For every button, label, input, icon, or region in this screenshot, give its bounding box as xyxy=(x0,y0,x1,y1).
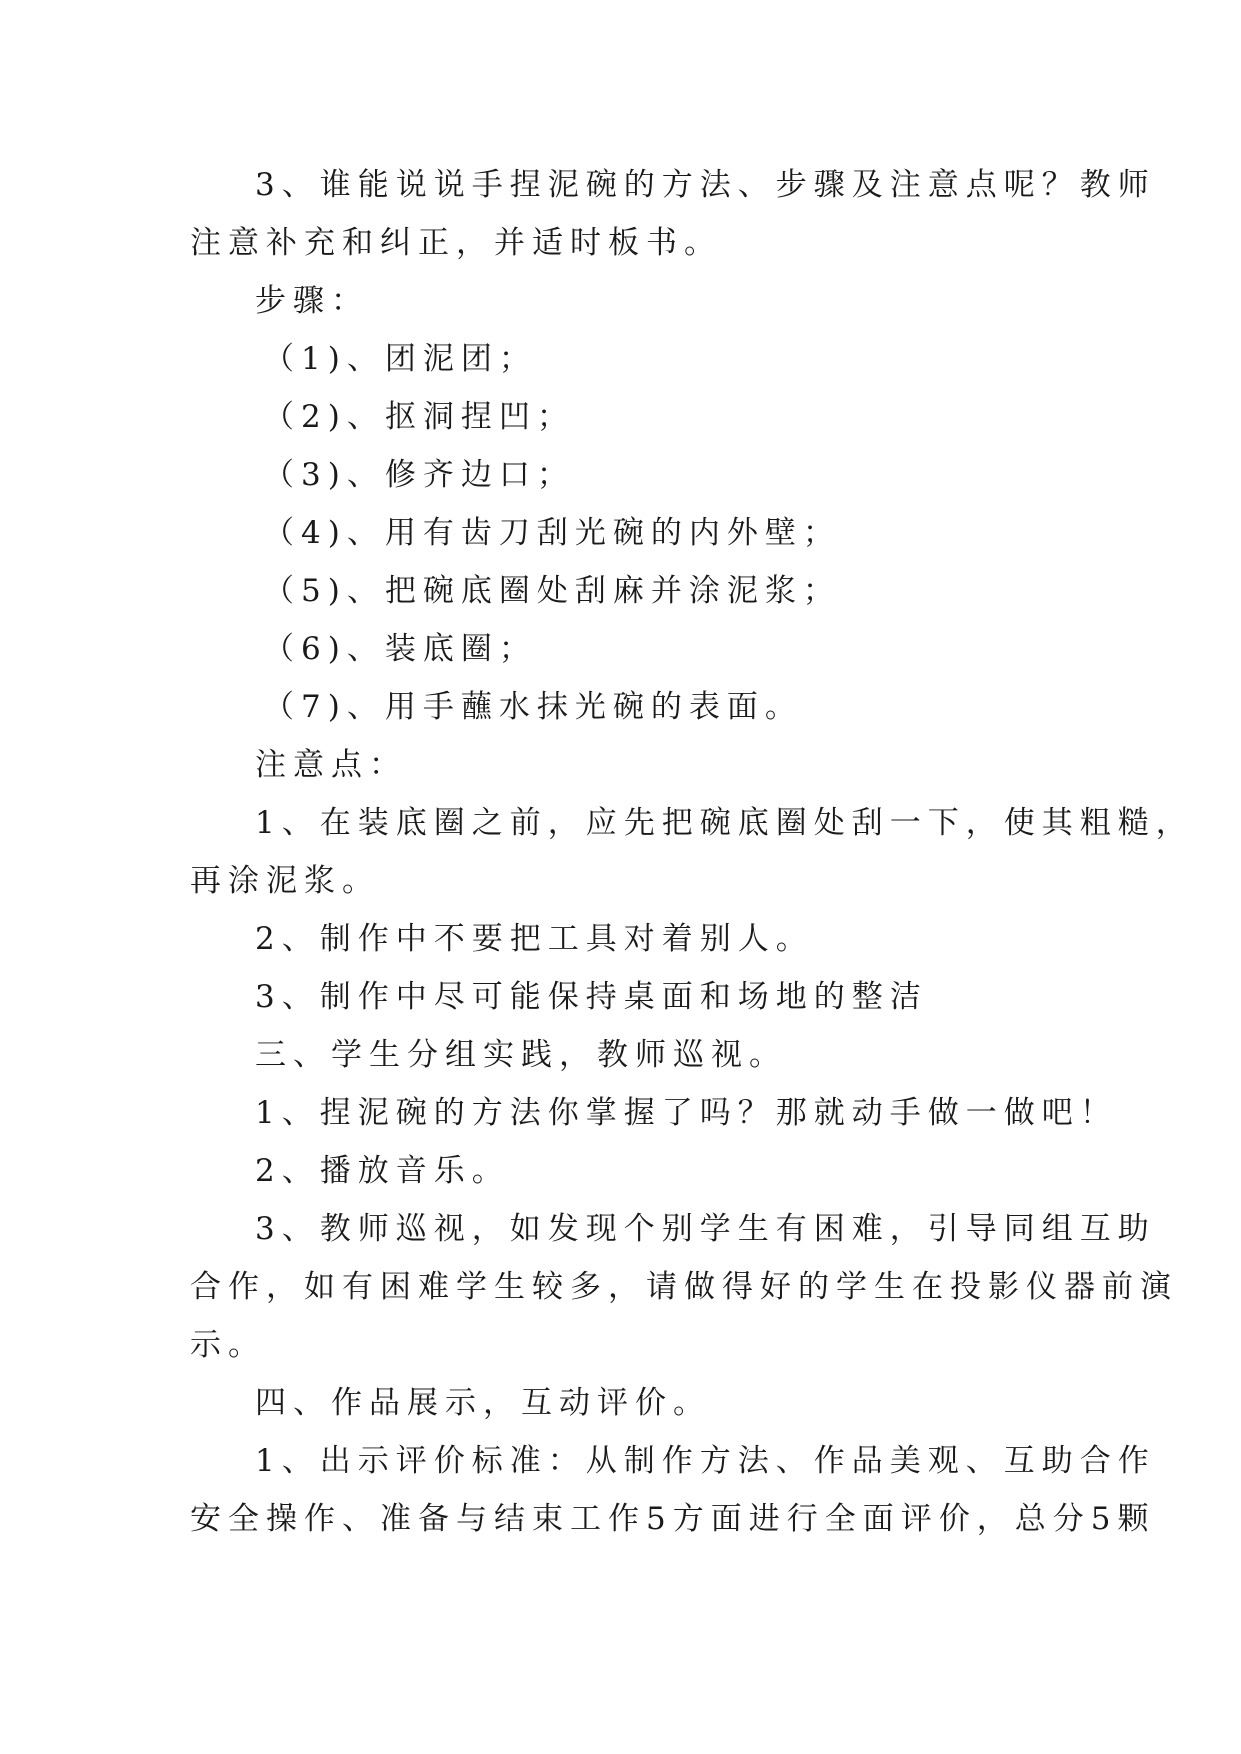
paragraph-line: 1、在装底圈之前，应先把碗底圈处刮一下，使其粗糙， xyxy=(255,805,1194,841)
paragraph-line: 3、制作中尽可能保持桌面和场地的整洁 xyxy=(255,979,928,1015)
step-item: （4)、用有齿刀刮光碗的内外壁； xyxy=(263,515,841,551)
step-item: （3)、修齐边口； xyxy=(263,457,575,493)
paragraph-line: 1、出示评价标准：从制作方法、作品美观、互助合作 xyxy=(255,1443,1156,1479)
paragraph-line: 1、捏泥碗的方法你掌握了吗？那就动手做一做吧！ xyxy=(255,1095,1118,1131)
paragraph-line: 3、谁能说说手捏泥碗的方法、步骤及注意点呢？教师 xyxy=(255,167,1156,203)
step-item: （1)、团泥团； xyxy=(263,341,537,377)
step-item: （6)、装底圈； xyxy=(263,631,537,667)
step-item: （7)、用手蘸水抹光碗的表面。 xyxy=(263,689,803,725)
paragraph-line: 合作，如有困难学生较多，请做得好的学生在投影仪器前演 xyxy=(190,1269,1178,1305)
paragraph-line: 2、制作中不要把工具对着别人。 xyxy=(255,921,814,957)
paragraph-line: 示。 xyxy=(190,1327,266,1363)
paragraph-line: 2、播放音乐。 xyxy=(255,1153,510,1189)
paragraph-line: 安全操作、准备与结束工作5方面进行全面评价，总分5颗 xyxy=(190,1501,1156,1537)
paragraph-line: 再涂泥浆。 xyxy=(190,863,380,899)
section-heading-evaluation: 四、作品展示，互动评价。 xyxy=(255,1385,711,1421)
paragraph-line: 3、教师巡视，如发现个别学生有困难，引导同组互助 xyxy=(255,1211,1156,1247)
section-heading-practice: 三、学生分组实践，教师巡视。 xyxy=(255,1037,787,1073)
paragraph-line: 注意补充和纠正，并适时板书。 xyxy=(190,225,722,261)
step-item: （2)、抠洞捏凹； xyxy=(263,399,575,435)
step-item: （5)、把碗底圈处刮麻并涂泥浆； xyxy=(263,573,841,609)
section-heading-steps: 步骤： xyxy=(255,283,369,319)
section-heading-notes: 注意点： xyxy=(255,747,407,783)
